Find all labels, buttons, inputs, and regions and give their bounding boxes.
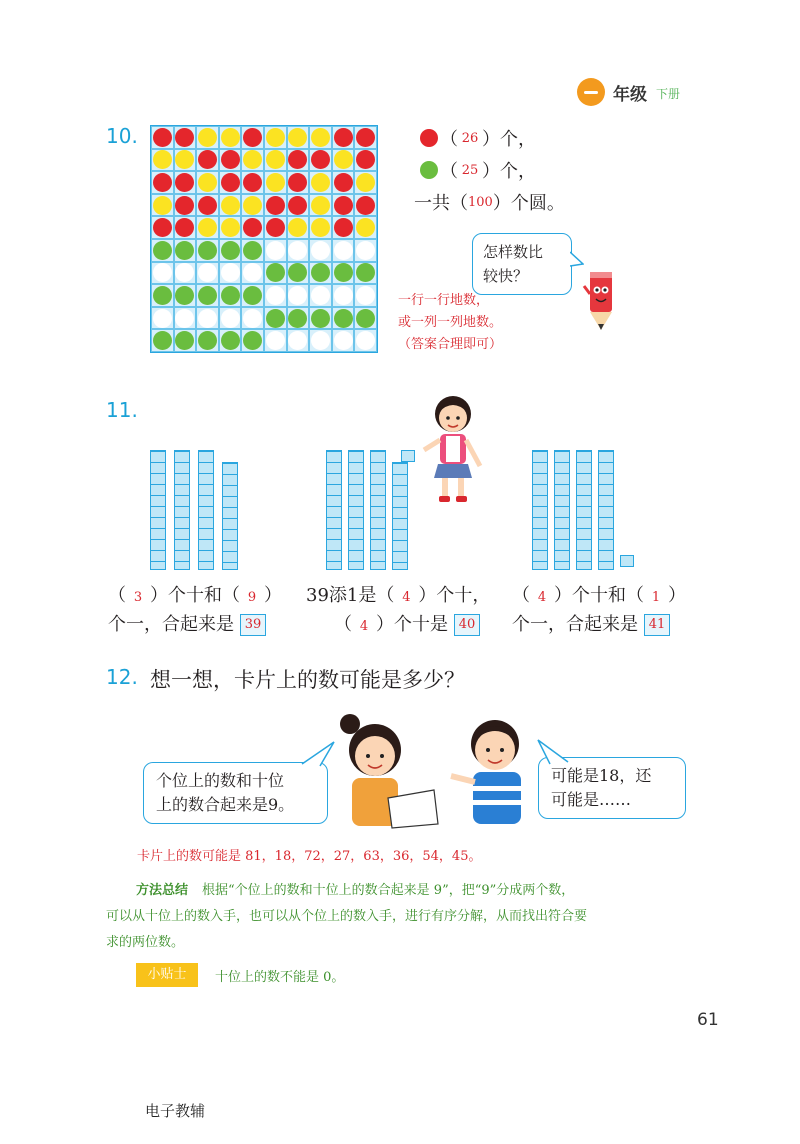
grid-cell [151,239,174,262]
yellow-dot [153,150,172,169]
grid-cell [354,149,377,172]
yellow-dot [175,150,194,169]
grid-cell [151,216,174,239]
green-count-answer: 25 [461,162,479,178]
red-dot [221,173,240,192]
red-dot [153,218,172,237]
red-dot [288,150,307,169]
red-dot [266,196,285,215]
grade-subtitle: 下册 [656,87,681,101]
red-dot [153,128,172,147]
tip-text: 十位上的数不能是 0。 [215,970,345,985]
grid-cell [219,171,242,194]
grid-cell [174,239,197,262]
grid-cell [332,216,355,239]
grid-cell [241,262,264,285]
grid-cell [241,126,264,149]
q12-question: 想一想，卡片上的数可能是多少？ [150,668,465,692]
q12-answer: 卡片上的数可能是 81，18，72，27，63，36，54，45。 [137,849,482,864]
grid-cell [287,126,310,149]
red-dot [175,196,194,215]
green-dot [153,331,172,350]
yellow-dot [198,173,217,192]
red-dot [221,150,240,169]
red-dot [243,173,262,192]
grid-cell [332,149,355,172]
red-dot [334,218,353,237]
yellow-dot [311,196,330,215]
grid-cell [354,307,377,330]
method-label: 方法总结 [136,883,189,898]
grid-cell [174,126,197,149]
cube-group-40 [326,450,426,570]
grid-cell [174,171,197,194]
grid-cell [196,284,219,307]
green-dot [198,331,217,350]
yellow-dot [266,173,285,192]
grid-cell [287,307,310,330]
white-dot [153,309,172,328]
white-dot [311,286,330,305]
red-count-line: （ 26 ）个， [420,125,536,151]
total-count-line: 一共（ 100 ）个圆。 [414,193,565,214]
grid-cell [309,149,332,172]
grid-cell [151,149,174,172]
grid-cell [287,194,310,217]
grid-cell [354,239,377,262]
white-dot [356,286,375,305]
yellow-dot [243,150,262,169]
grid-cell [264,239,287,262]
grid-cell [264,262,287,285]
green-dot [288,263,307,282]
yellow-dot [356,218,375,237]
red-dot [356,128,375,147]
boy-character-icon [445,712,530,827]
unit-cube [620,555,634,567]
green-dot [221,331,240,350]
yellow-dot [198,218,217,237]
grid-cell [332,194,355,217]
grid-cell [354,329,377,352]
white-dot [288,286,307,305]
grid-cell [287,329,310,352]
grid-cell [151,284,174,307]
grid-cell [309,171,332,194]
grid-cell [309,262,332,285]
grid-cell [151,329,174,352]
grid-cell [219,239,242,262]
grid-cell [287,284,310,307]
white-dot [266,286,285,305]
grid-cell [241,307,264,330]
q11-part3-line2: 个一，合起来是 41 [512,610,670,636]
yellow-dot [221,128,240,147]
green-dot-icon [420,161,438,179]
white-dot [221,309,240,328]
white-dot [356,331,375,350]
grid-cell [174,194,197,217]
added-unit-cube [401,450,415,462]
yellow-dot [266,150,285,169]
ten-rod [370,450,386,570]
grid-cell [264,149,287,172]
q11-part3-line1: （ 4 ）个十和（ 1 ） [512,585,686,606]
grade-badge-icon [577,78,605,106]
grid-cell [332,126,355,149]
white-dot [175,263,194,282]
cube-group-41 [532,450,642,570]
grid-cell [151,307,174,330]
grid-cell [174,307,197,330]
green-dot [356,263,375,282]
grid-cell [241,171,264,194]
girl-speech-bubble: 个位上的数和十位 上的数合起来是9。 [143,762,328,824]
white-dot [311,331,330,350]
white-dot [311,241,330,260]
dot-grid [150,125,378,353]
grid-cell [264,171,287,194]
yellow-dot [311,173,330,192]
yellow-dot [221,196,240,215]
red-dot [356,196,375,215]
ten-rod [150,450,166,570]
grid-cell [354,126,377,149]
grid-cell [219,262,242,285]
grid-cell [196,329,219,352]
grid-cell [287,216,310,239]
grid-cell [241,284,264,307]
grid-cell [309,329,332,352]
grid-cell [196,262,219,285]
yellow-dot [311,218,330,237]
grid-cell [219,284,242,307]
grid-cell [196,171,219,194]
white-dot [221,263,240,282]
total-count-answer: 100 [468,194,493,210]
method-summary: 方法总结 根据“个位上的数和十位上的数合起来是 9”，把“9”分成两个数， 可以从十位上的数入手，也可以从个位上的数入手，进行有序分解，从而找出符合要 求的两位数。 [106,883,588,950]
sum-box-39: 39 [240,614,267,636]
grid-cell [151,194,174,217]
grid-cell [354,194,377,217]
yellow-dot [266,128,285,147]
q11-part1-line2: 个一，合起来是 39 [108,610,266,636]
grid-cell [219,126,242,149]
red-dot [334,196,353,215]
red-dot [243,218,262,237]
grid-cell [151,171,174,194]
grid-cell [354,216,377,239]
green-dot [334,309,353,328]
red-dot [334,128,353,147]
ten-rod [174,450,190,570]
red-count-answer: 26 [461,130,479,146]
cube-group-39 [150,450,250,570]
white-dot [175,309,194,328]
white-dot [334,241,353,260]
grid-cell [219,216,242,239]
grid-cell [264,194,287,217]
green-dot [311,309,330,328]
white-dot [266,241,285,260]
red-dot [198,196,217,215]
grid-cell [196,149,219,172]
grid-cell [241,216,264,239]
grid-cell [264,126,287,149]
red-dot [356,150,375,169]
girl-character-icon [418,390,488,508]
green-dot [266,309,285,328]
red-dot-icon [420,129,438,147]
grid-cell [309,307,332,330]
unit-column [222,462,238,570]
grid-cell [309,126,332,149]
grid-cell [151,262,174,285]
grid-cell [264,307,287,330]
question-10-number: 10. [106,124,138,148]
white-dot [266,331,285,350]
ten-rod [598,450,614,570]
grid-cell [287,262,310,285]
yellow-dot [288,128,307,147]
yellow-dot [221,218,240,237]
grid-cell [174,329,197,352]
green-dot [153,286,172,305]
green-dot [175,331,194,350]
yellow-dot [334,150,353,169]
red-dot [288,196,307,215]
green-dot [221,286,240,305]
q11-part2-line2: （ 4 ）个十是 40 [334,610,480,636]
green-dot [198,241,217,260]
red-dot [175,173,194,192]
grid-cell [354,262,377,285]
grid-cell [332,171,355,194]
grid-cell [241,149,264,172]
red-dot [334,173,353,192]
yellow-dot [198,128,217,147]
ten-rod [198,450,214,570]
question-12-number: 12. [106,665,138,689]
grid-cell [332,284,355,307]
green-dot [243,286,262,305]
q11-part2-line1: 39添1是（ 4 ）个十， [306,585,491,606]
grid-cell [309,216,332,239]
grid-cell [287,171,310,194]
grid-cell [174,284,197,307]
grid-cell [264,329,287,352]
red-dot [198,150,217,169]
green-dot [221,241,240,260]
white-dot [356,241,375,260]
green-dot [266,263,285,282]
green-dot [311,263,330,282]
q10-answer-note: 一行一行地数， 或一列一列地数。 （答案合理即可） [398,293,503,352]
grid-cell [196,216,219,239]
grid-cell [332,239,355,262]
grid-cell [174,262,197,285]
grid-cell [151,126,174,149]
red-dot [175,218,194,237]
hint-bubble: 怎样数比 较快？ [472,233,572,295]
grid-cell [196,194,219,217]
ten-rod [348,450,364,570]
grid-cell [241,194,264,217]
white-dot [198,263,217,282]
grid-cell [219,329,242,352]
unit-column [392,462,408,570]
ten-rod [326,450,342,570]
grid-cell [264,284,287,307]
grid-cell [174,216,197,239]
red-dot [243,128,262,147]
grid-cell [219,194,242,217]
red-dot [266,218,285,237]
white-dot [243,263,262,282]
red-dot [311,150,330,169]
white-dot [198,309,217,328]
ten-rod [576,450,592,570]
grid-cell [196,307,219,330]
green-dot [243,241,262,260]
page-number: 61 [697,1010,719,1030]
yellow-dot [311,128,330,147]
red-dot [153,173,172,192]
red-dot [175,128,194,147]
grid-cell [264,216,287,239]
result-box-40: 40 [454,614,481,636]
grid-cell [309,239,332,262]
green-dot [153,241,172,260]
green-dot [175,286,194,305]
white-dot [288,241,307,260]
grid-cell [219,307,242,330]
footer-text: 电子教辅 [145,1102,206,1120]
white-dot [334,286,353,305]
green-dot [198,286,217,305]
grid-cell [287,239,310,262]
green-dot [175,241,194,260]
grid-cell [332,307,355,330]
ten-rod [532,450,548,570]
white-dot [288,331,307,350]
yellow-dot [356,173,375,192]
grid-cell [241,329,264,352]
green-dot [356,309,375,328]
green-dot [288,309,307,328]
tip-label: 小贴士 [136,963,198,987]
white-dot [243,309,262,328]
boy-speech-bubble: 可能是18，还 可能是…… [538,757,686,819]
girl-with-card-icon [330,710,440,830]
green-dot [334,263,353,282]
grid-cell [354,284,377,307]
grid-cell [174,149,197,172]
pencil-character-icon [582,268,620,334]
green-dot [243,331,262,350]
grade-title: 年级 [613,85,647,105]
grid-cell [287,149,310,172]
sum-box-41: 41 [644,614,671,636]
grid-cell [196,239,219,262]
grid-cell [241,239,264,262]
white-dot [153,263,172,282]
white-dot [334,331,353,350]
grid-cell [354,171,377,194]
question-11-number: 11. [106,398,138,422]
grid-cell [309,284,332,307]
green-count-line: （ 25 ）个， [420,157,536,183]
ten-rod [554,450,570,570]
boy-bubble-tail-icon [536,738,570,766]
yellow-dot [288,218,307,237]
yellow-dot [243,196,262,215]
grid-cell [309,194,332,217]
q11-part1-line1: （ 3 ）个十和（ 9 ） [108,585,282,606]
grid-cell [196,126,219,149]
yellow-dot [153,196,172,215]
grid-cell [332,262,355,285]
red-dot [288,173,307,192]
grid-cell [332,329,355,352]
bubble-tail-icon [570,250,584,270]
grid-cell [219,149,242,172]
